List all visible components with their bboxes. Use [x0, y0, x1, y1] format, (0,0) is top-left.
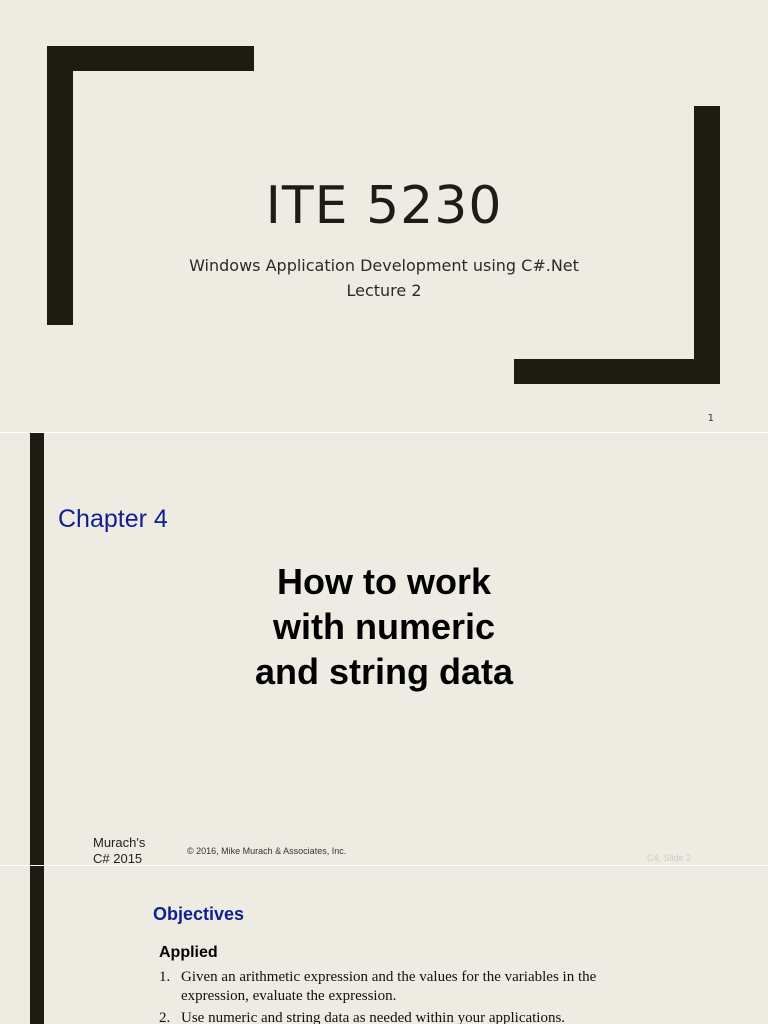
- slide-1: [0, 0, 768, 432]
- frame-bar-top-left-horizontal: [47, 46, 254, 71]
- chapter-title-line-1: How to work: [277, 561, 491, 602]
- list-item: [159, 968, 619, 1006]
- list-item-text: Use numeric and string data as needed within your applications.: [181, 1010, 566, 1024]
- copyright-notice: © 2016, Mike Murach & Associates, Inc.: [187, 846, 347, 856]
- list-item: [159, 1009, 619, 1024]
- objectives-list: [159, 968, 619, 1024]
- list-item-text: Given an arithmetic expression and the values for the variables in the expression, evaluate the expression.: [181, 969, 597, 1004]
- slide-1-page-number: 1: [707, 413, 714, 424]
- slide-1-title: ITE 5230: [265, 176, 503, 236]
- chapter-title: [0, 559, 768, 694]
- left-accent-bar: [30, 866, 44, 1024]
- slide-1-subtitle-line-1: Windows Application Development using C#.Net: [189, 256, 579, 275]
- footer-brand-line-1: Murach's: [93, 835, 146, 850]
- slide-2-label: C4, Slide 2: [647, 853, 692, 863]
- objectives-heading: Objectives: [153, 904, 245, 924]
- footer-brand-line-2: C# 2015: [93, 851, 143, 865]
- list-item-number: 1.: [159, 969, 171, 985]
- frame-bar-bottom-right-vertical: [694, 106, 720, 384]
- chapter-title-line-2: with numeric: [272, 606, 496, 647]
- frame-bar-bottom-right-horizontal: [514, 359, 720, 384]
- slide-1-subtitle-line-2: Lecture 2: [346, 281, 422, 300]
- applied-section-label: Applied: [159, 944, 218, 961]
- footer-brand: [93, 835, 145, 865]
- slide-3: [0, 866, 768, 1024]
- chapter-label: Chapter 4: [58, 505, 168, 533]
- chapter-title-line-3: and string data: [254, 651, 514, 692]
- list-item-number: 2.: [159, 1010, 171, 1024]
- slide-2: [0, 433, 768, 865]
